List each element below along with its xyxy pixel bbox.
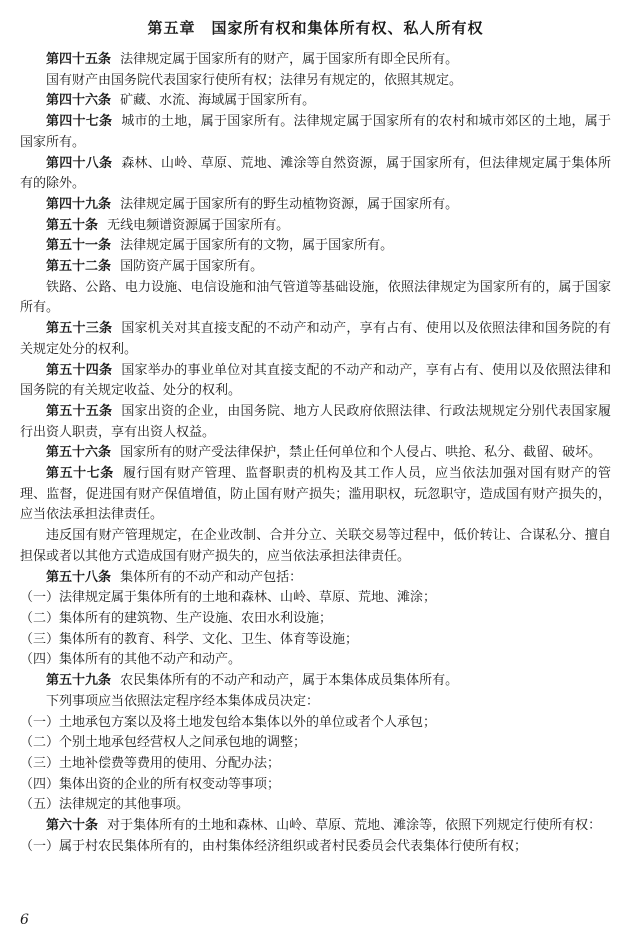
article-text: 法律规定属于国家所有的野生动植物资源，属于国家所有。 <box>120 196 459 212</box>
list-item: （二）个别土地承包经营权人之间承包地的调整； <box>20 735 307 751</box>
article-number: 第六十条 <box>46 818 99 834</box>
article-paragraph <box>20 319 611 360</box>
list-item: （五）法律规定的其他事项。 <box>20 797 190 813</box>
chapter-title: 第五章 国家所有权和集体所有权、私人所有权 <box>147 19 484 37</box>
article-paragraph <box>20 816 611 837</box>
article-number: 第四十八条 <box>46 155 113 171</box>
article-number: 第四十七条 <box>46 114 113 130</box>
body-paragraph: 违反国有财产管理规定，在企业改制、合并分立、关联交易等过程中，低价转让、合谋私分、擅自担保或者以其他方式造成国有财产损失的，应当依法承担法律责任。 <box>20 528 611 564</box>
list-item: （四）集体出资的企业的所有权变动等事项； <box>20 776 281 792</box>
article-text: 国家机关对其直接支配的不动产和动产，享有占有、使用以及依照法律和国务院的有关规定处分的权利。 <box>20 321 611 357</box>
article-number: 第五十八条 <box>46 569 112 585</box>
article-paragraph <box>20 443 611 464</box>
article-number: 第五十九条 <box>46 673 112 689</box>
article-number: 第五十六条 <box>46 445 112 461</box>
article-number: 第五十四条 <box>46 362 113 378</box>
article-number: 第五十条 <box>46 217 99 233</box>
article-number: 第五十五条 <box>46 403 113 419</box>
article-text: 法律规定属于国家所有的文物，属于国家所有。 <box>120 238 394 254</box>
list-item: （一）法律规定属于集体所有的土地和森林、山岭、草原、荒地、滩涂； <box>20 590 437 606</box>
body-paragraph: 铁路、公路、电力设施、电信设施和油气管道等基础设施，依照法律规定为国家所有的，属于国家所有。 <box>20 279 611 316</box>
article-number: 第四十五条 <box>46 52 112 67</box>
article-paragraph <box>20 91 611 112</box>
article-paragraph <box>20 216 611 237</box>
article-paragraph <box>20 402 611 443</box>
article-text: 集体所有的不动产和动产包括： <box>120 569 303 585</box>
article-text: 对于集体所有的土地和森林、山岭、草原、荒地、滩涂等，依照下列规定行使所有权： <box>107 818 602 834</box>
article-number: 第五十二条 <box>46 259 112 275</box>
article-text: 森林、山岭、草原、荒地、滩涂等自然资源，属于国家所有，但法律规定属于集体所有的除外。 <box>20 155 611 192</box>
article-number: 第五十一条 <box>46 238 112 254</box>
article-text: 履行国有财产管理、监督职责的机构及其工作人员，应当依法加强对国有财产的管理、监督，促进国有财产保值增值，防止国有财产损失；滥用职权，玩忽职守，造成国有财产损失的，应当依法承担法律责任。 <box>20 466 611 523</box>
document-body <box>20 50 611 857</box>
article-number: 第五十三条 <box>46 321 113 337</box>
list-item: （三）集体所有的教育、科学、文化、卫生、体育等设施； <box>20 631 359 647</box>
article-paragraph <box>20 236 611 257</box>
article-paragraph <box>20 50 611 71</box>
article-text: 国家所有的财产受法律保护，禁止任何单位和个人侵占、哄抢、私分、截留、破坏。 <box>120 445 602 461</box>
article-number: 第四十六条 <box>46 93 112 109</box>
article-paragraph <box>20 671 611 692</box>
list-item: （三）土地补偿费等费用的使用、分配办法； <box>20 755 281 771</box>
article-text: 矿藏、水流、海域属于国家所有。 <box>120 93 316 109</box>
article-paragraph <box>20 568 611 589</box>
article-number: 第五十七条 <box>46 466 114 482</box>
list-item: （一）土地承包方案以及将土地发包给本集体以外的单位或者个人承包； <box>20 714 437 730</box>
page-number: 6 <box>20 912 29 928</box>
body-paragraph: 国有财产由国务院代表国家行使所有权；法律另有规定的，依照其规定。 <box>46 72 463 88</box>
list-item: （四）集体所有的其他不动产和动产。 <box>20 652 242 668</box>
article-text: 国家出资的企业，由国务院、地方人民政府依照法律、行政法规规定分别代表国家履行出资人职责，享有出资人权益。 <box>20 403 611 440</box>
article-text: 国家举办的事业单位对其直接支配的不动产和动产，享有占有、使用以及依照法律和国务院的有关规定收益、处分的权利。 <box>20 362 611 399</box>
body-paragraph: 下列事项应当依照法定程序经本集体成员决定： <box>46 693 320 709</box>
article-text: 城市的土地，属于国家所有。法律规定属于国家所有的农村和城市郊区的土地，属于国家所有。 <box>20 114 611 150</box>
article-text: 农民集体所有的不动产和动产，属于本集体成员集体所有。 <box>120 673 459 689</box>
article-paragraph <box>20 195 611 216</box>
article-paragraph <box>20 464 611 526</box>
article-paragraph <box>20 112 611 153</box>
article-paragraph <box>20 257 611 278</box>
article-text: 无线电频谱资源属于国家所有。 <box>107 217 290 233</box>
article-paragraph <box>20 361 611 402</box>
list-item: （二）集体所有的建筑物、生产设施、农田水利设施； <box>20 610 333 626</box>
article-text: 法律规定属于国家所有的财产，属于国家所有即全民所有。 <box>120 52 459 67</box>
article-number: 第四十九条 <box>46 196 112 212</box>
article-paragraph <box>20 154 611 195</box>
list-item: （一）属于村农民集体所有的，由村集体经济组织或者村民委员会代表集体行使所有权； <box>20 838 528 854</box>
article-text: 国防资产属于国家所有。 <box>120 259 264 275</box>
